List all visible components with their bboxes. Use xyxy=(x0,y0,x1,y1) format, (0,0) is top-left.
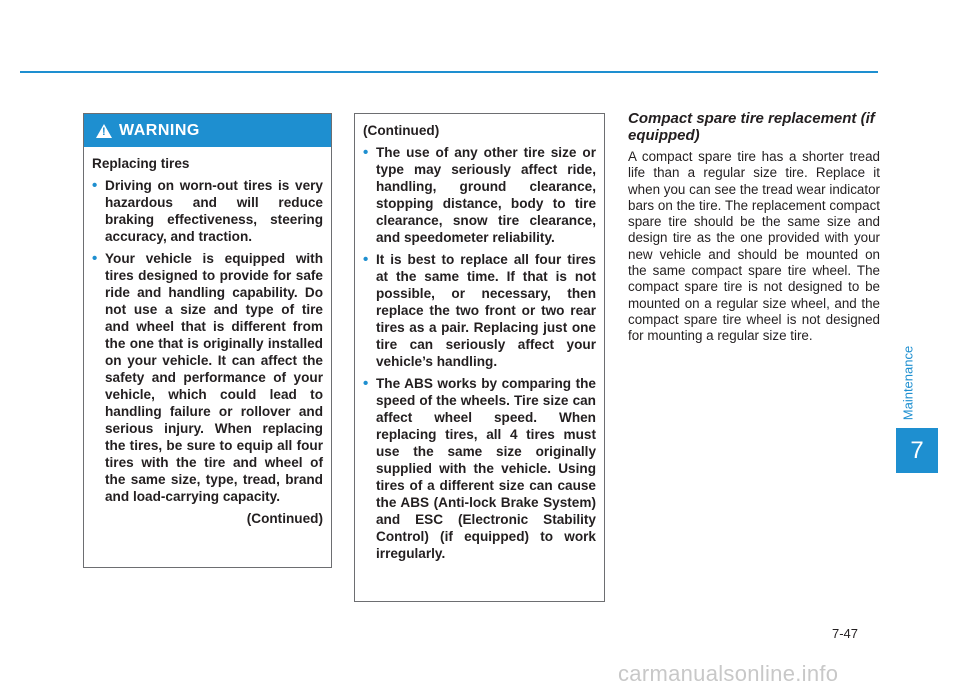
warning-header xyxy=(84,114,331,147)
side-chapter-label xyxy=(897,340,919,426)
side-chapter-label-text: Maintenance xyxy=(900,345,916,421)
section-title: Compact spare tire replacement (if equipped) xyxy=(628,110,875,144)
page-number: 7-47 xyxy=(832,626,859,641)
watermark: carmanualsonline.info xyxy=(618,661,839,686)
continued-bullet: • The ABS works by comparing the speed of the wheels. Tire size can affect wheel speed. When replacing tires, all 4 tires must use the same size originally supplied with the vehicle. Using tires of a different size can cause the ABS (Anti-lock Brake System) and ESC (Electronic Stability Control) (if equipped) to work irregularly. xyxy=(363,375,596,562)
chapter-tab: 7 xyxy=(896,428,938,473)
warning-continued: (Continued) xyxy=(246,511,323,526)
warning-box xyxy=(83,113,332,568)
warning-bullet: • Your vehicle is equipped with tires designed to provide for safe ride and handling capability. Do not use a size and type of tire and wheel that is different from the one that is originally installed on your vehicle. It can affect the safety and performance of your vehicle, which could lead to handling failure or rollover and serious injury. When replacing the tires, be sure to equip all four tires with the tire and wheel of the same size, type, tread, brand and load-carrying capacity. xyxy=(92,250,323,505)
continued-bullet: • The use of any other tire size or type may seriously affect ride, handling, ground clearance, stopping distance, body to tire clearance, snow tire clearance, and speedometer reliability. xyxy=(363,144,596,246)
warning-triangle-icon: ! xyxy=(96,124,112,138)
warning-title: WARNING xyxy=(119,121,200,139)
section-body: A compact spare tire has a shorter tread life than a regular size tire. Replace it when you can see the tread wear indicator bars on the tire. The replacement compact spare tire should be the same size and design tire as the one provided with your new vehicle and should be mounted on the same compact spare tire wheel. The compact spare tire is not designed to be mounted on a regular size wheel, and the compact spare tire wheel is not designed for mounting a regular size tire. xyxy=(628,149,880,344)
top-rule xyxy=(20,71,878,73)
continued-bullet: • It is best to replace all four tires at the same time. If that is not possible, or necessary, then replace the two front or two rear tires as a pair. Replacing just one tire can seriously affect your vehicle’s handling. xyxy=(363,251,596,370)
continued-heading: (Continued) xyxy=(363,123,440,138)
warning-subheading: Replacing tires xyxy=(92,156,190,171)
warning-bullet: • Driving on worn-out tires is very hazardous and will reduce braking effectiveness, steering accuracy, and traction. xyxy=(92,177,323,245)
continued-warning-box xyxy=(354,113,605,602)
